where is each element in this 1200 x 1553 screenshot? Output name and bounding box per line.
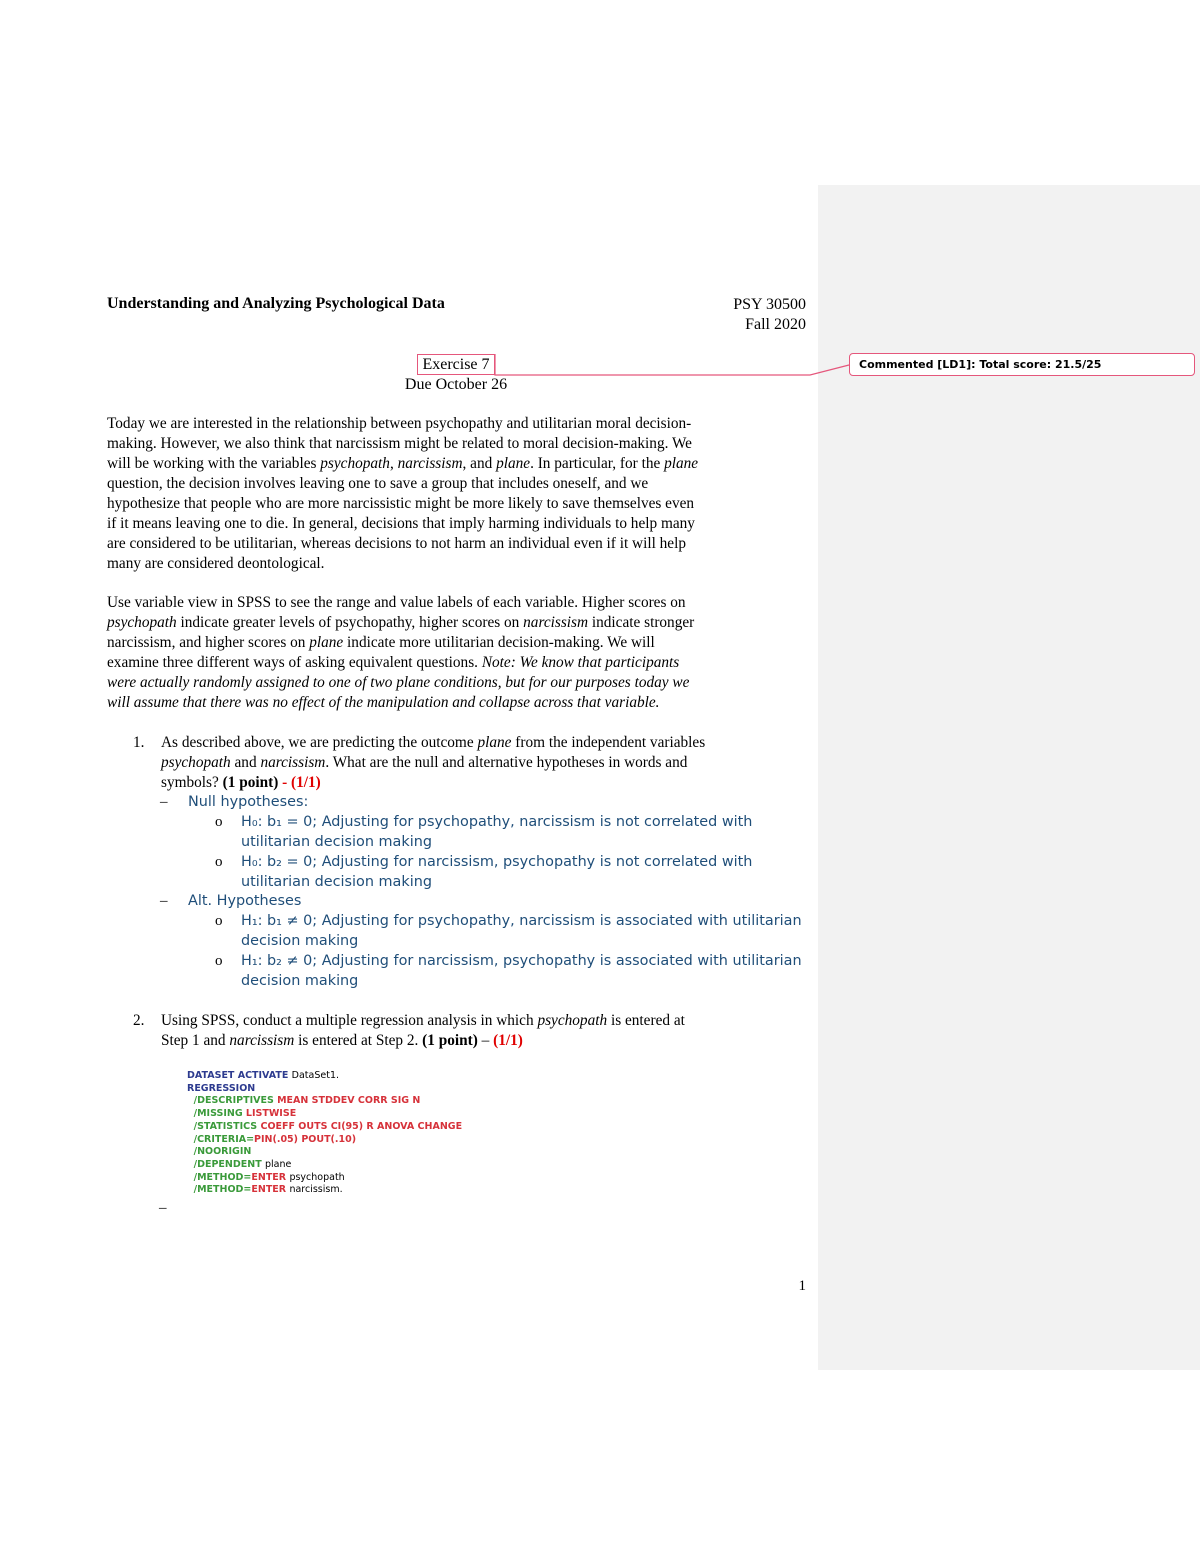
- text-run: –: [477, 1032, 494, 1049]
- syntax-token: /METHOD=: [187, 1184, 252, 1196]
- text-line: [107, 474, 698, 494]
- alt-hypotheses-label: Alt. Hypotheses: [188, 893, 302, 909]
- text-run: symbols?: [161, 774, 223, 791]
- text-run: Today we are interested in the relationship between psychopathy and utilitarian moral decision-: [107, 415, 692, 432]
- text-run: if it means leaving one to die. In general, decisions that imply harming individuals to help many: [107, 515, 695, 532]
- text-run: are considered to be utilitarian, whereas decisions to not harm an individual even if it will help: [107, 535, 686, 552]
- text-run: psychopath: [537, 1012, 608, 1029]
- syntax-line: [187, 1159, 462, 1172]
- text-line: [107, 633, 694, 653]
- text-run: As described above, we are predicting the outcome: [161, 734, 478, 751]
- syntax-token: ENTER: [251, 1171, 290, 1183]
- syntax-line: [187, 1146, 462, 1159]
- syntax-line: [187, 1184, 462, 1197]
- bullet-o: o: [215, 814, 223, 830]
- term: Fall 2020: [745, 316, 806, 333]
- text-run: indicate stronger: [588, 614, 695, 631]
- intro-paragraph: [107, 414, 698, 574]
- text-run: (1/1): [493, 1032, 523, 1049]
- bullet-dash: –: [159, 1200, 167, 1216]
- text-run: Step 1 and: [161, 1032, 230, 1049]
- comment-text: Commented [LD1]: Total score: 21.5/25: [859, 358, 1102, 371]
- syntax-token: /DEPENDENT: [187, 1158, 265, 1170]
- text-run: narcissism: [229, 1032, 295, 1049]
- question-2-number: 2.: [133, 1012, 145, 1029]
- syntax-token: narcissism.: [289, 1184, 343, 1196]
- text-run: and: [230, 754, 261, 771]
- text-run: narcissism: [260, 754, 326, 771]
- syntax-token: PIN(.05) POUT(.10): [254, 1133, 357, 1145]
- text-line: [107, 673, 694, 693]
- spss-syntax-image: [187, 1070, 462, 1197]
- text-line: [107, 434, 698, 454]
- text-line: [161, 1011, 685, 1031]
- text-run: psychopath: [320, 455, 390, 472]
- text-run: were actually randomly assigned to one of two plane conditions, but for our purposes today we: [107, 674, 690, 691]
- question-1-number: 1.: [133, 734, 145, 751]
- course-info: [700, 295, 806, 335]
- syntax-line: [187, 1070, 462, 1083]
- due-date: Due October 26: [404, 376, 508, 393]
- text-run: will be working with the variables: [107, 455, 321, 472]
- syntax-line: [187, 1083, 462, 1096]
- question-2-text: [161, 1011, 685, 1051]
- syntax-token: COEFF OUTS CI(95) R ANOVA CHANGE: [260, 1120, 463, 1132]
- syntax-token: /METHOD=: [187, 1171, 252, 1183]
- syntax-token: psychopath: [289, 1171, 345, 1183]
- text-line: [107, 593, 694, 613]
- text-run: making. However, we also think that narcissism might be related to moral decision-making. We: [107, 435, 692, 452]
- bullet-dash: –: [160, 893, 168, 909]
- bullet-o: o: [215, 913, 223, 929]
- course-title: Understanding and Analyzing Psychological Data: [107, 295, 445, 312]
- text-run: indicate more utilitarian decision-making. We will: [343, 634, 655, 651]
- syntax-token: /CRITERIA=: [187, 1133, 255, 1145]
- alt-hypothesis-1: H₁: b₁ ≠ 0; Adjusting for psychopathy, narcissism is associated with utilitarian decision making: [241, 913, 802, 949]
- bullet-o: o: [215, 953, 223, 969]
- syntax-token: /DESCRIPTIVES: [187, 1095, 278, 1107]
- alt-hypothesis-2: H₁: b₂ ≠ 0; Adjusting for narcissism, psychopathy is associated with utilitarian decision making: [241, 953, 802, 989]
- syntax-line: [187, 1108, 462, 1121]
- text-run: Use variable view in SPSS to see the range and value labels of each variable. Higher scores on: [107, 594, 686, 611]
- text-line: [107, 613, 694, 633]
- syntax-line: [187, 1134, 462, 1147]
- text-run: narcissism: [523, 614, 589, 631]
- text-run: , and: [462, 455, 497, 472]
- comment-balloon[interactable]: [849, 353, 1195, 376]
- text-line: [107, 693, 694, 713]
- exercise-title: Exercise 7: [417, 354, 495, 375]
- question-1-text: [161, 733, 705, 793]
- text-run: examine three different ways of asking equivalent questions.: [107, 654, 482, 671]
- text-run: Note: We know that participants: [481, 654, 680, 671]
- text-run: plane: [496, 455, 531, 472]
- text-run: indicate greater levels of psychopathy, higher scores on: [176, 614, 524, 631]
- bullet-o: o: [215, 854, 223, 870]
- syntax-token: DataSet1.: [291, 1070, 340, 1081]
- text-line: [161, 773, 705, 793]
- text-run: psychopath: [107, 614, 177, 631]
- syntax-token: plane: [264, 1158, 292, 1170]
- syntax-line: [187, 1121, 462, 1134]
- text-line: [107, 534, 698, 554]
- instructions-paragraph: [107, 593, 694, 713]
- text-line: [161, 1031, 685, 1051]
- text-run: narcissism: [397, 455, 463, 472]
- bullet-dash: –: [160, 794, 168, 810]
- text-run: ,: [389, 455, 398, 472]
- null-hypotheses-label: Null hypotheses:: [188, 794, 309, 810]
- text-line: [161, 733, 705, 753]
- text-run: . What are the null and alternative hypotheses in words and: [325, 754, 688, 771]
- text-run: from the independent variables: [511, 734, 706, 751]
- text-line: [107, 653, 694, 673]
- text-line: [161, 753, 705, 773]
- syntax-token: REGRESSION: [187, 1082, 256, 1094]
- syntax-token: /NOORIGIN: [187, 1146, 252, 1158]
- text-line: [107, 514, 698, 534]
- text-run: is entered at Step 2.: [294, 1032, 423, 1049]
- text-line: [107, 494, 698, 514]
- syntax-token: /MISSING: [187, 1108, 246, 1120]
- syntax-token: /STATISTICS: [187, 1120, 261, 1132]
- syntax-line: [187, 1172, 462, 1185]
- text-run: narcissism, and higher scores on: [107, 634, 310, 651]
- text-run: many are considered deontological.: [107, 555, 325, 572]
- null-hypothesis-2: H₀: b₂ = 0; Adjusting for narcissism, psychopathy is not correlated with utilitarian decision making: [241, 854, 753, 890]
- text-run: psychopath: [161, 754, 231, 771]
- syntax-token: MEAN STDDEV CORR SIG N: [277, 1095, 421, 1107]
- text-line: [107, 414, 698, 434]
- text-run: (1 point): [222, 774, 279, 791]
- text-run: (1 point): [422, 1032, 478, 1049]
- syntax-line: [187, 1095, 462, 1108]
- text-run: plane: [477, 734, 512, 751]
- syntax-token: LISTWISE: [245, 1108, 297, 1120]
- text-run: . In particular, for the: [530, 455, 665, 472]
- syntax-token: ENTER: [251, 1184, 290, 1196]
- text-run: question, the decision involves leaving one to save a group that includes oneself, and we: [107, 475, 649, 492]
- text-run: hypothesize that people who are more narcissistic might be more likely to save themselves even: [107, 495, 695, 512]
- syntax-token: DATASET ACTIVATE: [187, 1070, 292, 1081]
- course-code: PSY 30500: [733, 296, 806, 313]
- text-run: plane: [309, 634, 344, 651]
- null-hypothesis-1: H₀: b₁ = 0; Adjusting for psychopathy, narcissism is not correlated with utilitarian decision making: [241, 814, 753, 850]
- text-run: Using SPSS, conduct a multiple regression analysis in which: [161, 1012, 538, 1029]
- page-number: 1: [798, 1278, 806, 1294]
- text-line: [107, 454, 698, 474]
- text-run: - (1/1): [282, 774, 321, 791]
- text-run: is entered at: [607, 1012, 685, 1029]
- text-run: plane: [664, 455, 699, 472]
- text-line: [107, 554, 698, 574]
- text-run: will assume that there was no effect of the manipulation and collapse across that variable.: [107, 694, 660, 711]
